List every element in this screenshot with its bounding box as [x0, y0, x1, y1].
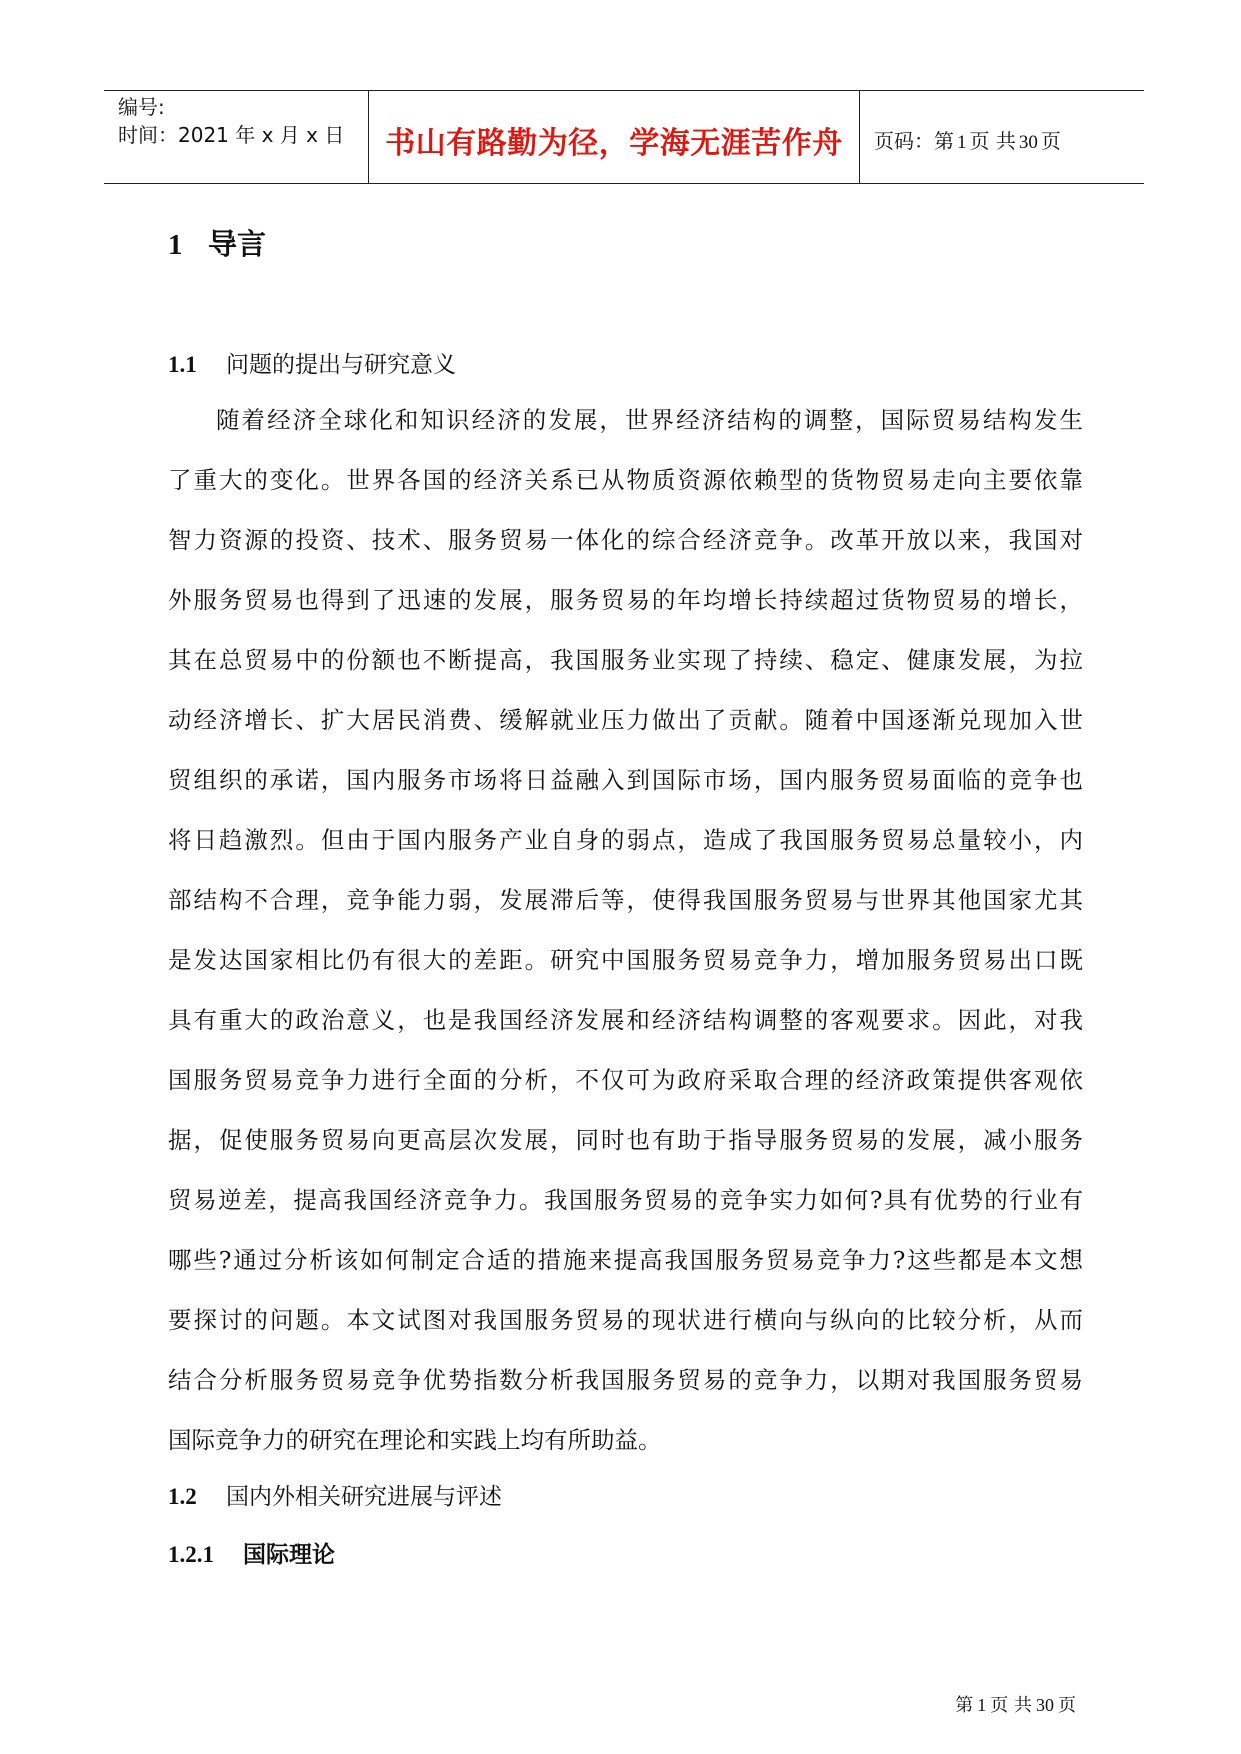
page-prefix: 页码：第 — [874, 129, 954, 153]
footer-mid: 页 共 — [990, 1695, 1032, 1716]
paragraph-line: 智力资源的投资、技术、服务贸易一体化的综合经济竞争。改革开放以来，我国对 — [168, 526, 1083, 554]
section-heading-1-2-1 — [168, 1536, 335, 1569]
page-current: 1 — [957, 132, 967, 153]
paragraph-line: 结合分析服务贸易竞争优势指数分析我国服务贸易的竞争力，以期对我国服务贸易 — [168, 1366, 1083, 1394]
paragraph-line: 贸组织的承诺，国内服务市场将日益融入到国际市场，国内服务贸易面临的竞争也 — [168, 766, 1083, 794]
page-suffix: 页 — [1040, 129, 1061, 153]
paragraph-line: 贸易逆差，提高我国经济竞争力。我国服务贸易的竞争实力如何?具有优势的行业有 — [168, 1186, 1083, 1214]
section-title: 国际理论 — [243, 1542, 335, 1568]
footer-suffix: 页 — [1058, 1695, 1076, 1716]
page-total: 30 — [1018, 132, 1038, 153]
time-label: 时间：2021 年 x 月 x 日 — [118, 123, 345, 147]
section-heading-1 — [168, 222, 266, 263]
footer-current: 1 — [977, 1695, 987, 1715]
header-bottom-rule — [104, 183, 1144, 184]
serial-label: 编号: — [118, 95, 165, 119]
header-top-rule — [104, 90, 1144, 91]
header-divider-right — [859, 90, 860, 183]
body-paragraph — [168, 400, 1083, 1480]
paragraph-line: 国际竞争力的研究在理论和实践上均有所助益。 — [168, 1426, 662, 1454]
section-heading-1-1 — [168, 346, 456, 379]
paragraph-line: 具有重大的政治意义，也是我国经济发展和经济结构调整的客观要求。因此，对我 — [168, 1006, 1083, 1034]
paragraph-line: 部结构不合理，竞争能力弱，发展滞后等，使得我国服务贸易与世界其他国家尤其 — [168, 886, 1083, 914]
header-meta — [118, 93, 344, 149]
paragraph-line: 国服务贸易竞争力进行全面的分析，不仅可为政府采取合理的经济政策提供客观依 — [168, 1066, 1083, 1094]
section-number: 1.1 — [168, 352, 197, 377]
section-title: 问题的提出与研究意义 — [226, 352, 456, 378]
section-number: 1 — [168, 229, 183, 261]
section-title: 导言 — [208, 227, 267, 261]
page-footer — [955, 1691, 1076, 1717]
header-motto: 书山有路勤为径，学海无涯苦作舟 — [385, 126, 843, 161]
paragraph-line: 将日趋激烈。但由于国内服务产业自身的弱点，造成了我国服务贸易总量较小，内 — [168, 826, 1083, 854]
footer-prefix: 第 — [955, 1695, 974, 1716]
page-mid: 页 共 — [969, 129, 1016, 153]
paragraph-line: 动经济增长、扩大居民消费、缓解就业压力做出了贡献。随着中国逐渐兑现加入世 — [168, 706, 1083, 734]
paragraph-line: 随着经济全球化和知识经济的发展，世界经济结构的调整，国际贸易结构发生 — [216, 406, 1083, 434]
paragraph-line: 外服务贸易也得到了迅速的发展，服务贸易的年均增长持续超过货物贸易的增长， — [168, 586, 1083, 614]
section-number: 1.2 — [168, 1484, 197, 1509]
paragraph-line: 是发达国家相比仍有很大的差距。研究中国服务贸易竞争力，增加服务贸易出口既 — [168, 946, 1083, 974]
paragraph-line: 了重大的变化。世界各国的经济关系已从物质资源依赖型的货物贸易走向主要依靠 — [168, 466, 1083, 494]
paragraph-line: 其在总贸易中的份额也不断提高，我国服务业实现了持续、稳定、健康发展，为拉 — [168, 646, 1083, 674]
paragraph-line: 要探讨的问题。本文试图对我国服务贸易的现状进行横向与纵向的比较分析，从而 — [168, 1306, 1083, 1334]
section-number: 1.2.1 — [168, 1542, 214, 1567]
header-page-indicator — [874, 125, 1061, 154]
paragraph-line: 哪些?通过分析该如何制定合适的措施来提高我国服务贸易竞争力?这些都是本文想 — [168, 1246, 1083, 1274]
footer-total: 30 — [1036, 1695, 1054, 1715]
section-heading-1-2 — [168, 1478, 502, 1511]
section-title: 国内外相关研究进展与评述 — [226, 1484, 502, 1510]
paragraph-line: 据，促使服务贸易向更高层次发展，同时也有助于指导服务贸易的发展，减小服务 — [168, 1126, 1083, 1154]
